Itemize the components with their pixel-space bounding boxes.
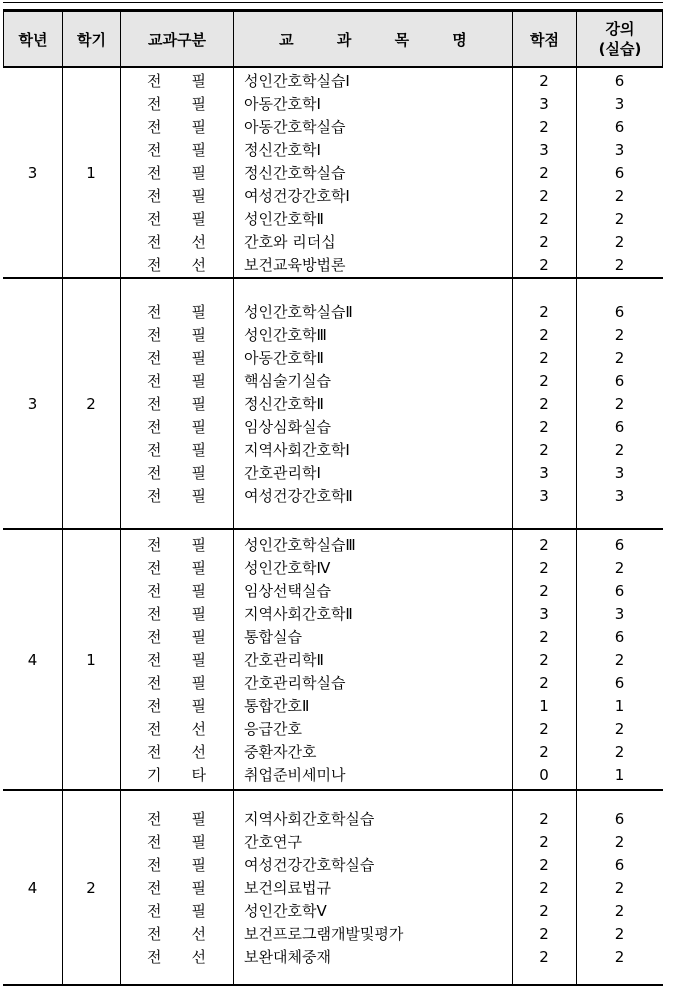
course-name: 간호연구: [244, 833, 302, 851]
curriculum-table: [3, 2, 663, 986]
course-row: [120, 922, 663, 945]
column-divider: [120, 68, 121, 277]
course-row: [120, 694, 663, 717]
course-category: 전 필: [147, 164, 206, 182]
course-lecture-hours: 6: [614, 71, 625, 90]
course-lecture-hours: 3: [614, 604, 625, 623]
course-credits: 2: [539, 650, 549, 669]
course-credits: 2: [539, 832, 549, 851]
course-name: 보건교육방법론: [244, 256, 346, 274]
header-credits: 학점: [513, 12, 577, 66]
course-lecture-hours: 2: [614, 719, 625, 738]
course-row: [120, 69, 663, 92]
column-divider: [512, 530, 513, 789]
course-credits: 2: [539, 742, 549, 761]
column-divider: [120, 279, 121, 528]
course-row: [120, 717, 663, 740]
course-category: 전 필: [147, 349, 206, 367]
header-category: 교과구분: [121, 12, 234, 66]
course-name: 통합간호Ⅱ: [244, 697, 310, 715]
course-lecture-hours: 2: [614, 255, 625, 274]
semester-group: [3, 791, 663, 986]
column-divider: [512, 68, 513, 277]
course-name: 지역사회간호학Ⅰ: [244, 441, 350, 459]
course-name: 여성건강간호학실습: [244, 856, 375, 874]
course-credits: 2: [539, 581, 549, 600]
course-lecture-hours: 3: [614, 486, 625, 505]
course-lecture-hours: 6: [614, 809, 625, 828]
course-credits: 2: [539, 255, 549, 274]
course-category: 전 필: [147, 464, 206, 482]
course-row: [120, 461, 663, 484]
course-name: 응급간호: [244, 720, 302, 738]
course-rows: [120, 279, 663, 528]
course-lecture-hours: 2: [614, 394, 625, 413]
course-category: 전 필: [147, 810, 206, 828]
course-rows: [120, 530, 663, 789]
course-name: 성인간호학실습Ⅰ: [244, 72, 350, 90]
course-category: 전 필: [147, 697, 206, 715]
course-row: [120, 556, 663, 579]
course-category: 전 필: [147, 651, 206, 669]
course-credits: 2: [539, 394, 549, 413]
course-lecture-hours: 6: [614, 163, 625, 182]
course-name: 간호관리학실습: [244, 674, 346, 692]
course-category: 전 필: [147, 187, 206, 205]
course-name: 아동간호학실습: [244, 118, 346, 136]
course-credits: 2: [539, 558, 549, 577]
course-category: 전 필: [147, 441, 206, 459]
course-lecture-hours: 2: [614, 901, 625, 920]
course-name: 성인간호학실습Ⅲ: [244, 536, 356, 554]
course-row: [120, 579, 663, 602]
course-rows: [120, 68, 663, 277]
course-lecture-hours: 2: [614, 232, 625, 251]
course-row: [120, 625, 663, 648]
course-credits: 2: [539, 71, 549, 90]
course-row: [120, 740, 663, 763]
course-row: [120, 533, 663, 556]
course-credits: 3: [539, 604, 549, 623]
semester-group: [3, 530, 663, 791]
course-credits: 2: [539, 163, 549, 182]
course-row: [120, 115, 663, 138]
course-category: 전 필: [147, 141, 206, 159]
course-lecture-hours: 2: [614, 924, 625, 943]
course-category: 전 필: [147, 372, 206, 390]
course-lecture-hours: 6: [614, 417, 625, 436]
course-category: 전 선: [147, 720, 206, 738]
course-lecture-hours: 6: [614, 117, 625, 136]
year-cell: 4: [27, 878, 38, 897]
course-lecture-hours: 2: [614, 209, 625, 228]
course-category: 전 필: [147, 303, 206, 321]
course-credits: 2: [539, 719, 549, 738]
course-lecture-hours: 2: [614, 947, 625, 966]
course-credits: 2: [539, 809, 549, 828]
course-credits: 2: [539, 535, 549, 554]
course-lecture-hours: 2: [614, 186, 625, 205]
course-row: [120, 671, 663, 694]
course-row: [120, 876, 663, 899]
course-rows: [120, 791, 663, 984]
course-row: [120, 392, 663, 415]
course-lecture-hours: 1: [614, 765, 625, 784]
course-lecture-hours: 6: [614, 535, 625, 554]
course-row: [120, 648, 663, 671]
column-divider: [233, 68, 234, 277]
course-lecture-hours: 2: [614, 348, 625, 367]
course-name: 간호와 리더십: [244, 233, 336, 251]
course-name: 여성건강간호학Ⅰ: [244, 187, 350, 205]
course-category: 전 필: [147, 95, 206, 113]
column-divider: [576, 279, 577, 528]
course-lecture-hours: 3: [614, 140, 625, 159]
column-divider: [233, 791, 234, 984]
course-row: [120, 830, 663, 853]
course-row: [120, 138, 663, 161]
course-name: 간호관리학Ⅱ: [244, 651, 324, 669]
course-lecture-hours: 6: [614, 673, 625, 692]
year-cell: 3: [27, 394, 38, 413]
course-name: 성인간호학실습Ⅱ: [244, 303, 353, 321]
course-row: [120, 369, 663, 392]
course-credits: 2: [539, 627, 549, 646]
header-lecture-line1: 강의: [605, 19, 635, 38]
course-row: [120, 230, 663, 253]
course-credits: 2: [539, 924, 549, 943]
header-year: 학년: [4, 12, 63, 66]
course-category: 전 선: [147, 925, 206, 943]
course-category: 전 필: [147, 487, 206, 505]
header-semester: 학기: [63, 12, 121, 66]
course-row: [120, 945, 663, 968]
course-lecture-hours: 6: [614, 855, 625, 874]
column-divider: [120, 791, 121, 984]
course-credits: 3: [539, 463, 549, 482]
course-row: [120, 207, 663, 230]
course-lecture-hours: 3: [614, 94, 625, 113]
course-credits: 2: [539, 855, 549, 874]
course-name: 통합실습: [244, 628, 302, 646]
semester-cell: 1: [86, 650, 96, 669]
course-name: 여성건강간호학Ⅱ: [244, 487, 353, 505]
course-category: 전 필: [147, 879, 206, 897]
course-lecture-hours: 6: [614, 627, 625, 646]
course-row: [120, 807, 663, 830]
course-name: 성인간호학Ⅳ: [244, 559, 331, 577]
course-row: [120, 161, 663, 184]
course-row: [120, 484, 663, 507]
course-credits: 2: [539, 673, 549, 692]
course-name: 성인간호학Ⅲ: [244, 326, 327, 344]
course-lecture-hours: 6: [614, 581, 625, 600]
column-divider: [233, 279, 234, 528]
course-credits: 2: [539, 209, 549, 228]
course-category: 기 타: [147, 766, 206, 784]
course-credits: 2: [539, 947, 549, 966]
course-row: [120, 323, 663, 346]
course-credits: 2: [539, 186, 549, 205]
course-name: 보건의료법규: [244, 879, 331, 897]
course-lecture-hours: 2: [614, 650, 625, 669]
header-lecture-line2: (실습): [598, 40, 642, 58]
course-credits: 2: [539, 440, 549, 459]
course-category: 전 필: [147, 628, 206, 646]
course-lecture-hours: 1: [614, 696, 625, 715]
course-lecture-hours: 2: [614, 325, 625, 344]
course-row: [120, 763, 663, 786]
course-name: 지역사회간호학실습: [244, 810, 375, 828]
course-credits: 3: [539, 94, 549, 113]
course-name: 지역사회간호학Ⅱ: [244, 605, 353, 623]
course-row: [120, 438, 663, 461]
column-divider: [512, 279, 513, 528]
semester-cell: 2: [86, 394, 96, 413]
table-body: [3, 68, 663, 986]
course-row: [120, 899, 663, 922]
course-category: 전 필: [147, 72, 206, 90]
course-lecture-hours: 2: [614, 558, 625, 577]
semester-cell: 1: [86, 163, 96, 182]
course-category: 전 필: [147, 833, 206, 851]
course-credits: 2: [539, 325, 549, 344]
course-name: 아동간호학Ⅰ: [244, 95, 321, 113]
semester-cell: 2: [86, 878, 96, 897]
header-course-name: 교 과 목 명: [234, 12, 513, 66]
course-credits: 3: [539, 486, 549, 505]
course-row: [120, 415, 663, 438]
course-lecture-hours: 2: [614, 832, 625, 851]
course-category: 전 선: [147, 233, 206, 251]
course-name: 임상심화실습: [244, 418, 331, 436]
course-category: 전 필: [147, 326, 206, 344]
course-credits: 2: [539, 302, 549, 321]
course-category: 전 필: [147, 536, 206, 554]
course-credits: 2: [539, 878, 549, 897]
course-category: 전 선: [147, 256, 206, 274]
course-category: 전 필: [147, 118, 206, 136]
course-credits: 2: [539, 232, 549, 251]
course-credits: 3: [539, 140, 549, 159]
course-name: 임상선택실습: [244, 582, 331, 600]
column-divider: [120, 530, 121, 789]
course-row: [120, 346, 663, 369]
year-cell: 3: [27, 163, 38, 182]
course-name: 간호관리학Ⅰ: [244, 464, 321, 482]
course-name: 정신간호학실습: [244, 164, 346, 182]
column-divider: [512, 791, 513, 984]
course-category: 전 필: [147, 210, 206, 228]
course-credits: 0: [539, 765, 549, 784]
course-name: 보건프로그램개발및평가: [244, 925, 404, 943]
course-category: 전 필: [147, 582, 206, 600]
column-divider: [233, 530, 234, 789]
course-category: 전 선: [147, 743, 206, 761]
course-name: 정신간호학Ⅰ: [244, 141, 321, 159]
course-category: 전 필: [147, 559, 206, 577]
column-divider: [576, 791, 577, 984]
course-name: 성인간호학Ⅱ: [244, 210, 324, 228]
course-name: 아동간호학Ⅱ: [244, 349, 324, 367]
course-category: 전 필: [147, 418, 206, 436]
header-lecture-practice: [577, 12, 663, 66]
course-lecture-hours: 6: [614, 371, 625, 390]
course-name: 정신간호학Ⅱ: [244, 395, 324, 413]
semester-group: [3, 279, 663, 530]
course-credits: 1: [539, 696, 549, 715]
course-name: 중환자간호: [244, 743, 317, 761]
column-divider: [576, 68, 577, 277]
course-category: 전 필: [147, 395, 206, 413]
course-row: [120, 184, 663, 207]
course-credits: 2: [539, 348, 549, 367]
course-lecture-hours: 2: [614, 878, 625, 897]
course-category: 전 선: [147, 948, 206, 966]
course-name: 핵심술기실습: [244, 372, 331, 390]
course-name: 취업준비세미나: [244, 766, 346, 784]
course-lecture-hours: 6: [614, 302, 625, 321]
table-header-row: [3, 9, 663, 68]
course-row: [120, 92, 663, 115]
column-divider: [576, 530, 577, 789]
course-category: 전 필: [147, 902, 206, 920]
course-row: [120, 300, 663, 323]
year-cell: 4: [27, 650, 38, 669]
course-category: 전 필: [147, 674, 206, 692]
course-credits: 2: [539, 417, 549, 436]
course-credits: 2: [539, 371, 549, 390]
course-credits: 2: [539, 901, 549, 920]
course-credits: 2: [539, 117, 549, 136]
course-name: 성인간호학Ⅴ: [244, 902, 327, 920]
table-outer-top-border: [3, 2, 663, 3]
course-row: [120, 853, 663, 876]
course-category: 전 필: [147, 605, 206, 623]
course-lecture-hours: 3: [614, 463, 625, 482]
course-category: 전 필: [147, 856, 206, 874]
semester-group: [3, 68, 663, 279]
course-row: [120, 253, 663, 276]
course-row: [120, 602, 663, 625]
course-name: 보완대체중재: [244, 948, 331, 966]
course-lecture-hours: 2: [614, 440, 625, 459]
course-lecture-hours: 2: [614, 742, 625, 761]
